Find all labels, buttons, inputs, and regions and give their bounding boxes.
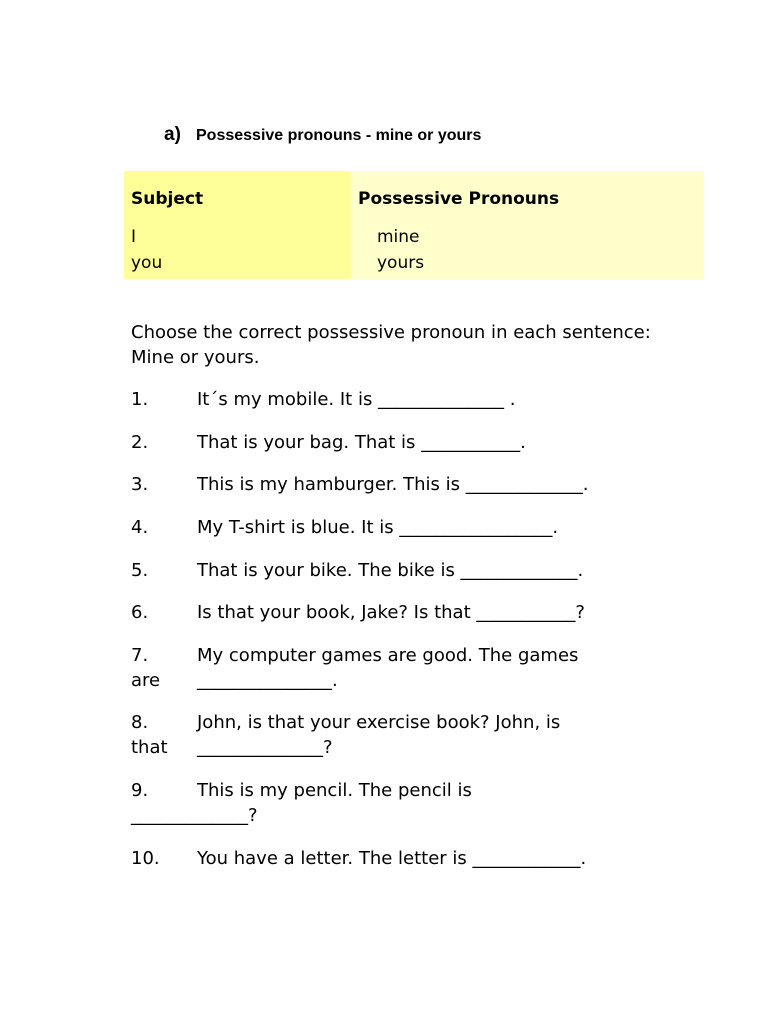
item-sentence: It´s my mobile. It is ______________ . bbox=[197, 389, 516, 410]
subject-header: Subject bbox=[131, 189, 204, 209]
item-sentence: You have a letter. The letter is ____________. bbox=[197, 848, 587, 869]
item-sentence: This is my pencil. The pencil is bbox=[197, 780, 472, 801]
pronoun-table bbox=[124, 171, 704, 279]
item-number: 1. bbox=[131, 389, 149, 410]
item-number: 2. bbox=[131, 432, 149, 453]
item-number: 5. bbox=[131, 560, 149, 581]
exercise-item bbox=[131, 472, 588, 497]
item-continuation-lead: that bbox=[131, 737, 168, 758]
item-number: 3. bbox=[131, 474, 149, 495]
item-blank: _____________? bbox=[131, 805, 258, 826]
possessive-cell: mine bbox=[377, 227, 420, 247]
item-number: 10. bbox=[131, 848, 160, 869]
possessive-column bbox=[351, 171, 704, 279]
item-number: 8. bbox=[131, 712, 149, 733]
item-blank: ______________? bbox=[197, 737, 333, 758]
item-number: 6. bbox=[131, 602, 149, 623]
possessive-header: Possessive Pronouns bbox=[358, 189, 560, 209]
subject-cell: you bbox=[131, 253, 163, 273]
exercise-heading bbox=[164, 124, 481, 146]
exercise-item bbox=[131, 430, 526, 455]
item-sentence: That is your bike. The bike is _____________. bbox=[197, 560, 584, 581]
subject-column bbox=[124, 171, 351, 279]
item-number: 7. bbox=[131, 645, 149, 666]
item-number: 9. bbox=[131, 780, 149, 801]
item-number: 4. bbox=[131, 517, 149, 538]
item-blank: _______________. bbox=[197, 670, 338, 691]
item-sentence: This is my hamburger. This is _____________. bbox=[197, 474, 589, 495]
exercise-title: Possessive pronouns - mine or yours bbox=[196, 127, 482, 144]
subject-cell: I bbox=[131, 227, 137, 247]
item-sentence: John, is that your exercise book? John, is bbox=[197, 712, 561, 733]
item-sentence: My T-shirt is blue. It is _________________. bbox=[197, 517, 559, 538]
item-sentence: Is that your book, Jake? Is that ___________? bbox=[197, 602, 585, 623]
possessive-cell: yours bbox=[377, 253, 425, 273]
item-sentence: That is your bag. That is ___________. bbox=[197, 432, 526, 453]
exercise-item bbox=[131, 558, 583, 583]
exercise-item bbox=[131, 710, 560, 760]
exercise-item bbox=[131, 387, 516, 412]
exercise-letter: a) bbox=[164, 124, 181, 145]
exercise-item bbox=[131, 846, 586, 871]
item-sentence: My computer games are good. The games bbox=[197, 645, 579, 666]
item-continuation-lead: are bbox=[131, 670, 161, 691]
exercise-item bbox=[131, 515, 558, 540]
exercise-item bbox=[131, 643, 578, 693]
exercise-item bbox=[131, 778, 472, 828]
exercise-item bbox=[131, 600, 585, 625]
instructions-text: Choose the correct possessive pronoun in each sentence: Mine or yours. bbox=[131, 322, 651, 368]
